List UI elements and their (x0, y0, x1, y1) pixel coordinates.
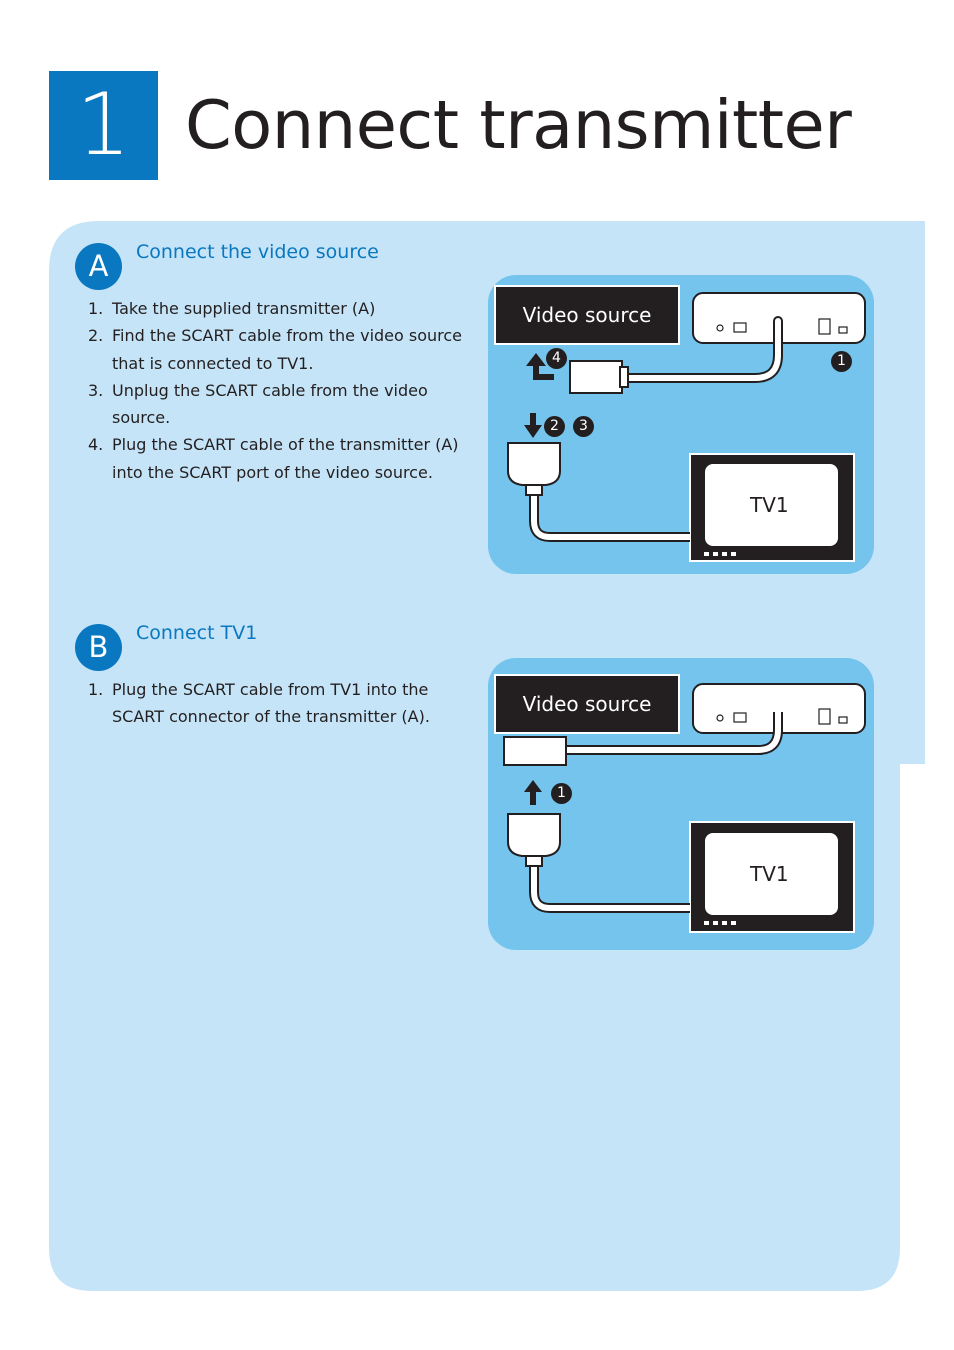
tv1-label: TV1 (750, 493, 789, 517)
video-source-label: Video source (494, 285, 680, 345)
callout-step-1: 1 (831, 351, 852, 372)
section-b-title: Connect TV1 (136, 622, 258, 644)
transmitter-scart-connector (504, 737, 566, 765)
section-b-badge: B (75, 624, 122, 671)
section-a-title: Connect the video source (136, 241, 379, 263)
callout-step-2: 2 (544, 416, 565, 437)
section-a-badge: A (75, 243, 122, 290)
video-source-label: Video source (494, 674, 680, 734)
list-item: 3. Unplug the SCART cable from the video source. (88, 380, 428, 428)
scart-plug-tv (508, 443, 560, 485)
connection-diagram-a (488, 275, 874, 574)
page-title: Connect transmitter (185, 86, 852, 164)
list-item: 1. Take the supplied transmitter (A) (88, 299, 376, 318)
callout-step-3: 3 (573, 416, 594, 437)
list-item: 4. Plug the SCART cable of the transmitter (A) into the SCART port of the video source. (88, 435, 459, 482)
callout-step-1: 1 (551, 783, 572, 804)
list-item: 2. Find the SCART cable from the video source that is connected to TV1. (88, 326, 463, 373)
section-b-steps (88, 676, 448, 731)
list-item: 1. Plug the SCART cable from TV1 into the SCART connector of the transmitter (A). (88, 680, 430, 727)
section-a-steps (88, 295, 468, 486)
scart-plug (570, 361, 622, 393)
connection-diagram-b (488, 658, 874, 950)
scart-plug-tv (508, 814, 560, 856)
tv1-label: TV1 (750, 862, 789, 886)
chapter-number: 1 (49, 71, 158, 180)
callout-step-4: 4 (546, 348, 567, 369)
